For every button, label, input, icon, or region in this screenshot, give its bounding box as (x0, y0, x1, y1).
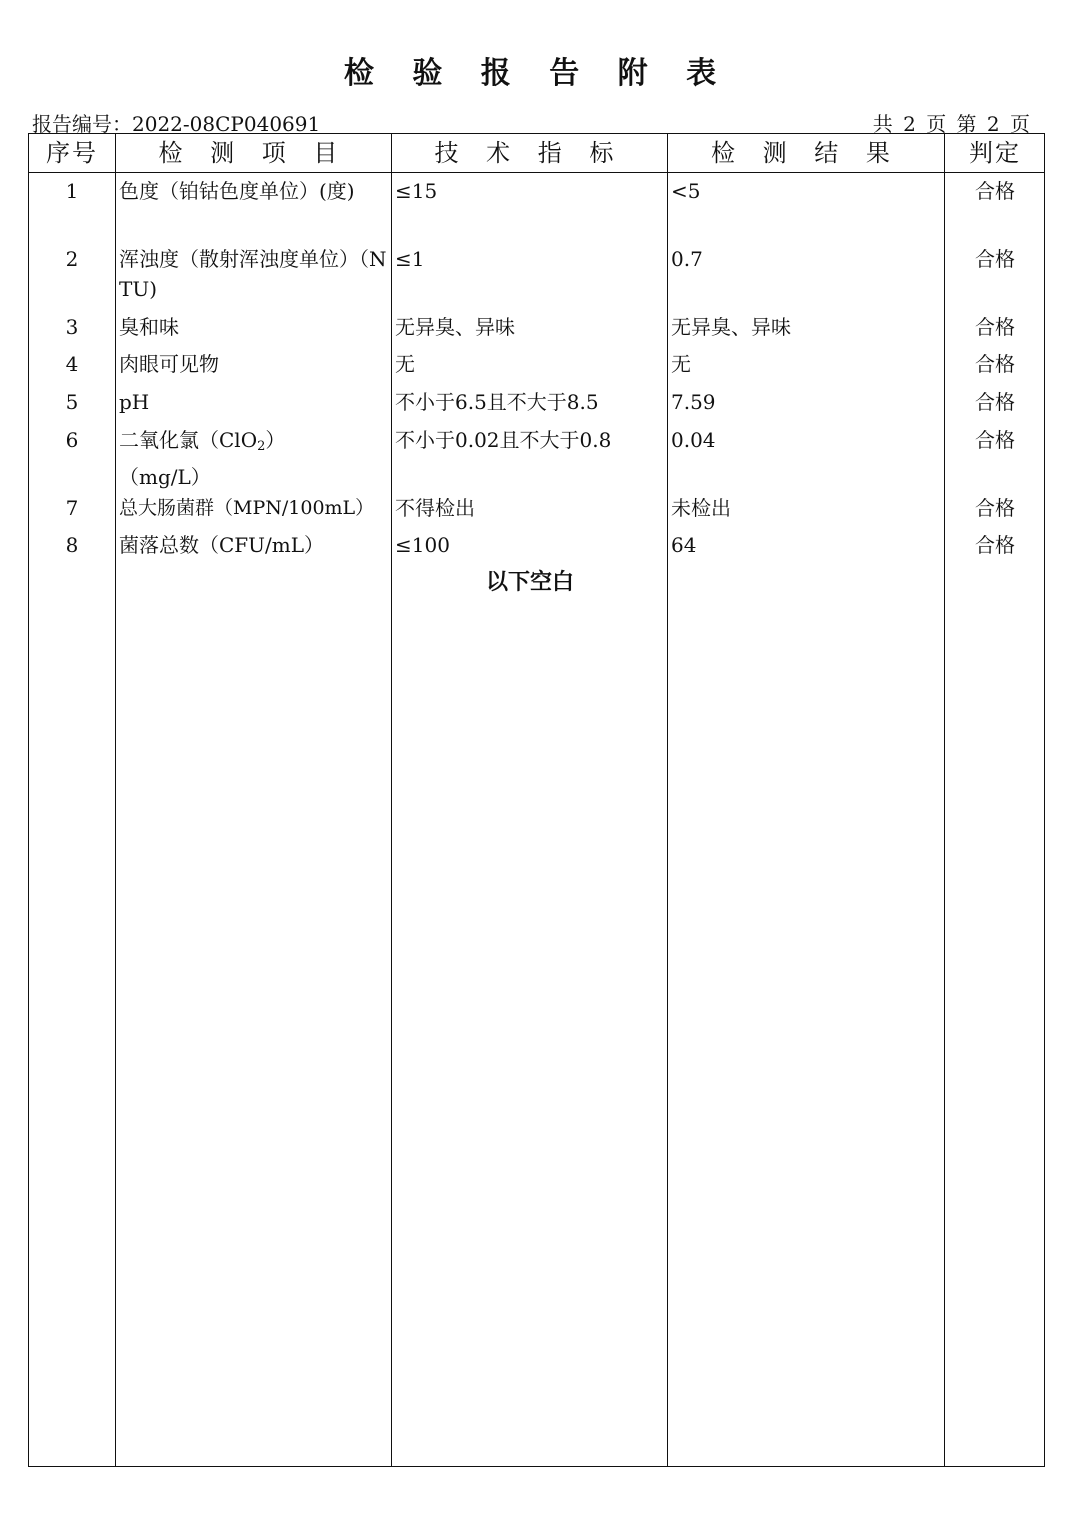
row-number: 8 (65, 533, 79, 557)
item-name: 肉眼可见物 (119, 352, 219, 376)
judgement: 合格 (975, 533, 1015, 557)
row-number: 3 (65, 315, 79, 339)
judgement: 合格 (975, 496, 1015, 520)
result-value: 0.7 (671, 247, 703, 271)
item-name-unit: （mg/L） (119, 465, 211, 489)
spec-value: ≤1 (395, 247, 425, 271)
row-number: 6 (65, 428, 79, 452)
item-name: 菌落总数（CFU/mL） (119, 533, 325, 557)
report-number: 报告编号：2022-08CP040691 (32, 112, 321, 136)
result-value: 无异臭、异味 (671, 315, 791, 339)
judgement: 合格 (975, 179, 1015, 203)
document-title: 检 验 报 告 附 表 (343, 56, 731, 91)
spec-value: 无 (395, 352, 415, 376)
item-name: 浑浊度（散射浑浊度单位）（NTU) (119, 247, 387, 301)
result-value: 无 (671, 352, 691, 376)
item-name (119, 425, 389, 492)
column-divider (391, 134, 392, 1466)
header-no: 序号 (46, 139, 98, 167)
blank-note: 以下空白 (485, 570, 574, 595)
item-name: 色度（铂钴色度单位）(度) (119, 179, 355, 203)
spec-value: 不小于6.5且不大于8.5 (395, 390, 599, 414)
spec-value: 不得检出 (395, 496, 475, 520)
item-name: pH (119, 390, 150, 414)
item-name-part: ） (265, 428, 286, 452)
inspection-table (28, 133, 1045, 1467)
result-value: 未检出 (671, 496, 731, 520)
result-value: <5 (671, 179, 701, 203)
spec-value: ≤15 (395, 179, 438, 203)
row-number: 2 (65, 247, 79, 271)
judgement: 合格 (975, 247, 1015, 271)
item-name-subscript: 2 (257, 439, 266, 454)
header-divider (29, 172, 1044, 173)
page-indicator: 共 2 页 第 2 页 (872, 112, 1030, 136)
row-number: 5 (65, 390, 79, 414)
row-number: 1 (65, 179, 79, 203)
item-name: 臭和味 (119, 315, 179, 339)
result-value: 64 (671, 533, 697, 557)
header-judge: 判定 (969, 139, 1021, 167)
header-item: 检 测 项 目 (158, 139, 348, 167)
item-name: 总大肠菌群（MPN/100mL） (119, 497, 375, 519)
column-divider (667, 134, 668, 1466)
result-value: 7.59 (671, 390, 716, 414)
spec-value: 无异臭、异味 (395, 315, 515, 339)
spec-value: 不小于0.02且不大于0.8 (395, 428, 612, 452)
row-number: 7 (65, 496, 79, 520)
judgement: 合格 (975, 390, 1015, 414)
row-number: 4 (65, 352, 79, 376)
result-value: 0.04 (671, 428, 716, 452)
spec-value: ≤100 (395, 533, 450, 557)
judgement: 合格 (975, 428, 1015, 452)
item-name-part: 二氧化氯（ClO (119, 428, 258, 452)
judgement: 合格 (975, 352, 1015, 376)
header-result: 检 测 结 果 (711, 139, 900, 167)
header-spec: 技 术 指 标 (434, 139, 624, 167)
column-divider (115, 134, 116, 1466)
judgement: 合格 (975, 315, 1015, 339)
